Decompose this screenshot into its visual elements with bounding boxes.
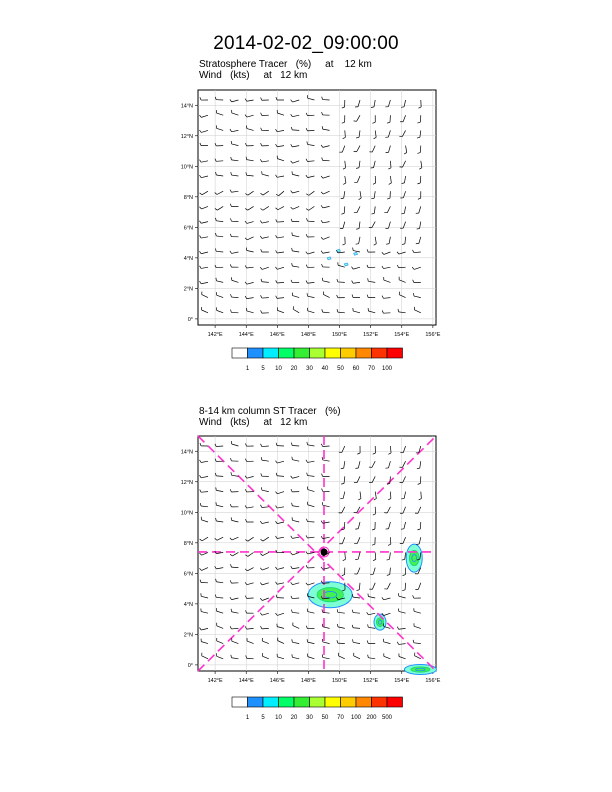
lat-tick-label: 14°N: [180, 449, 193, 456]
lon-tick-label: 156°E: [425, 678, 441, 684]
colorbar-label: 1: [245, 366, 250, 372]
lat-tick-label: 12°N: [180, 479, 193, 486]
lat-tick-label: 4°N: [183, 255, 193, 262]
colorbar-cell: [387, 697, 403, 707]
lon-tick-label: 154°E: [394, 332, 410, 338]
lat-tick-label: 8°N: [183, 194, 193, 201]
colorbar-cell: [232, 348, 248, 358]
lat-tick-label: 0°: [187, 662, 193, 669]
colorbar-label: 200: [366, 715, 377, 721]
colorbar-cell: [279, 697, 295, 707]
colorbar-label: 20: [290, 366, 298, 372]
colorbar-label: 100: [381, 366, 393, 372]
lat-tick-label: 2°N: [183, 632, 193, 639]
lon-tick-label: 152°E: [363, 678, 379, 684]
colorbar-cell: [387, 348, 403, 358]
colorbar-cell: [372, 348, 388, 358]
colorbar-label: 30: [306, 366, 313, 372]
colorbar-cell: [248, 348, 264, 358]
colorbar-label: 50: [337, 366, 344, 372]
lon-tick-label: 146°E: [269, 678, 285, 684]
lat-tick-label: 10°N: [180, 164, 193, 171]
colorbar-cell: [356, 348, 372, 358]
colorbar-label: 10: [275, 715, 282, 721]
bottom-panel-subtitle-line2: Wind (kts) at 12 km: [199, 417, 308, 428]
colorbar-cell: [310, 697, 326, 707]
lon-tick-label: 148°E: [300, 678, 316, 684]
colorbar-cell: [232, 697, 248, 707]
map-panel-top: [181, 90, 441, 372]
lon-tick-label: 142°E: [207, 332, 223, 338]
lon-tick-label: 156°E: [425, 332, 441, 338]
colorbar-label: 1: [245, 715, 250, 721]
colorbar-label: 40: [321, 366, 329, 372]
colorbar-label: 10: [275, 366, 282, 372]
lat-tick-label: 14°N: [180, 103, 193, 110]
colorbar-cell: [356, 697, 372, 707]
colorbar-cell: [310, 348, 326, 358]
colorbar: [232, 348, 403, 372]
colorbar: [232, 697, 403, 721]
lon-tick-label: 144°E: [238, 678, 254, 684]
colorbar-label: 500: [381, 715, 393, 721]
lat-tick-label: 4°N: [183, 601, 193, 608]
colorbar-cell: [294, 348, 310, 358]
colorbar-cell: [341, 697, 357, 707]
lat-tick-label: 2°N: [183, 286, 193, 293]
lat-tick-label: 10°N: [180, 510, 193, 517]
colorbar-cell: [341, 348, 357, 358]
colorbar-cell: [279, 348, 295, 358]
colorbar-label: 60: [352, 366, 360, 372]
page-title: 2014-02-02_09:00:00: [213, 33, 399, 54]
colorbar-label: 50: [321, 715, 329, 721]
colorbar-cell: [263, 697, 279, 707]
lat-tick-label: 8°N: [183, 540, 193, 547]
colorbar-label: 5: [261, 715, 265, 721]
map-panel-bottom: [181, 436, 441, 721]
lat-tick-label: 12°N: [180, 133, 193, 140]
tracer-contour: [411, 667, 430, 673]
lon-tick-label: 152°E: [363, 332, 379, 338]
lat-tick-label: 6°N: [183, 571, 193, 578]
colorbar-cell: [294, 697, 310, 707]
lon-tick-label: 148°E: [300, 332, 316, 338]
colorbar-label: 70: [368, 366, 375, 372]
colorbar-label: 20: [290, 715, 298, 721]
top-panel-subtitle-line2: Wind (kts) at 12 km: [199, 70, 308, 81]
colorbar-cell: [248, 697, 264, 707]
colorbar-label: 30: [306, 715, 313, 721]
colorbar-cell: [325, 697, 341, 707]
colorbar-cell: [263, 348, 279, 358]
map-frame: [198, 90, 436, 325]
lon-tick-label: 150°E: [332, 332, 348, 338]
lon-tick-label: 144°E: [238, 332, 254, 338]
colorbar-label: 70: [337, 715, 344, 721]
lon-tick-label: 146°E: [269, 332, 285, 338]
colorbar-label: 5: [261, 366, 265, 372]
lat-tick-label: 0°: [187, 316, 193, 323]
bottom-panel-subtitle-line1: 8-14 km column ST Tracer (%): [199, 406, 341, 417]
top-panel-subtitle-line1: Stratosphere Tracer (%) at 12 km: [199, 59, 372, 70]
lon-tick-label: 150°E: [332, 678, 348, 684]
colorbar-label: 100: [350, 715, 362, 721]
lon-tick-label: 154°E: [394, 678, 410, 684]
colorbar-cell: [372, 697, 388, 707]
lat-tick-label: 6°N: [183, 225, 193, 232]
colorbar-cell: [325, 348, 341, 358]
lon-tick-label: 142°E: [207, 678, 223, 684]
